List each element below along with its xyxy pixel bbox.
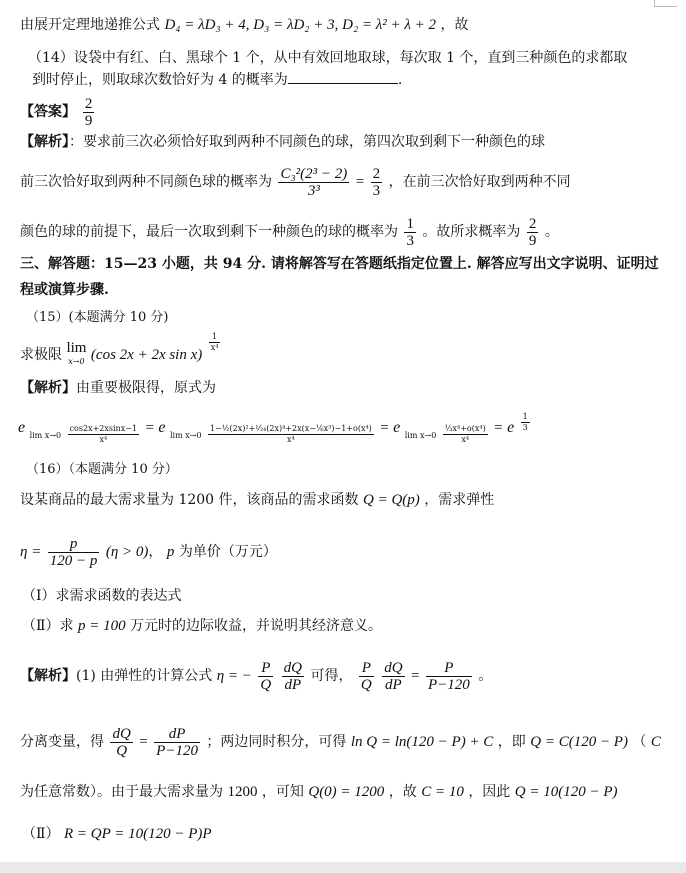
prob2-result: [527, 216, 539, 249]
q16-head: （16）（本题满分 10 分）: [26, 462, 178, 477]
e2-exponent: [170, 412, 376, 458]
prob-line-1: [20, 160, 571, 204]
c-text-a: 为任意常数）。由于最大需求量为: [20, 784, 223, 800]
analysis1-text: ：要求前三次必须恰好取到两种不同颜色的球，第四次取到剩下一种颜色的球: [69, 134, 545, 150]
e4-den: 3: [522, 423, 528, 432]
eta-comma: ，: [148, 544, 163, 560]
prob1-text: 前三次恰好取到两种不同颜色球的概率为: [20, 174, 272, 190]
eq-sign-3: =: [494, 420, 503, 436]
eq-sign-1: =: [145, 420, 154, 436]
eq-sign-2: =: [380, 420, 389, 436]
e3-num: ⅓x⁴+o(x⁴): [444, 423, 486, 433]
prob1-rden: 3: [372, 182, 381, 199]
jx3-f5-num: P: [444, 659, 454, 676]
analysis3-text: (1) 由弹性的计算公式: [76, 668, 213, 684]
c-1200: 1200: [227, 784, 258, 800]
q14-line-1: [28, 48, 627, 68]
prob2-rnum: 2: [528, 215, 537, 232]
q16-ii-text-b: 万元时的边际收益，并说明其经济意义。: [130, 618, 383, 634]
eta-den: 120 − p: [49, 552, 98, 569]
prob2-text: 颜色的球的前提下，最后一次取到剩下一种颜色的球的概率为: [20, 224, 398, 240]
sep-frac-2: [154, 726, 200, 759]
eta-label: η =: [20, 544, 42, 560]
prob1-fraction: [278, 166, 349, 199]
prob1-end: ，在前三次恰好取到两种不同: [388, 174, 571, 190]
recurrence-formula: D₄ = λD₃ + 4, D₃ = λD₂ + 3, D₂ = λ² + λ + 2: [164, 17, 437, 33]
recurrence-end: ，故: [440, 17, 469, 33]
analysis2-line: [20, 378, 216, 398]
e2-lim: lim x→0: [169, 431, 202, 440]
analysis2-label: 【解析】: [20, 380, 76, 396]
q15-exp-den: x⁴: [210, 343, 219, 352]
answer-num: 2: [84, 95, 93, 112]
analysis3-label: 【解析】: [20, 668, 76, 684]
analysis3-line: [20, 654, 492, 698]
q14-text-a: （14）设袋中有红、白、黑球个 1 个，从中有效回地取球，每次取 1 个，直到三种颜色的求都取: [28, 50, 628, 66]
prob2-mid: 。故所求概率为: [422, 224, 521, 240]
recurrence-text: 由展开定理地递推公式: [20, 17, 160, 33]
sep-frac-1: [110, 726, 132, 759]
e1-lim: lim x→0: [29, 431, 62, 440]
analysis2-text: 由重要极限得，原式为: [76, 380, 216, 396]
q15-lim: lim: [66, 340, 87, 356]
e3-exponent: [405, 412, 490, 458]
e3-den: x⁴: [443, 434, 488, 445]
jx3-frac-1: [258, 660, 273, 693]
section3-text: 三、解答题：15—23 小题，共 94 分. 请将解答写在答题纸指定位置上. 解答应写出文字说明、证明过: [20, 256, 659, 272]
c-text-b: ，可知: [261, 784, 304, 800]
e3-lim: lim x→0: [404, 431, 437, 440]
c-value: C = 10: [421, 784, 464, 800]
q16-part-ii: [22, 616, 382, 636]
sep-solution: Q = C(120 − P): [530, 734, 628, 750]
page-corner-mark: [654, 0, 677, 7]
jx3-f3-num: P: [361, 659, 371, 676]
e2-num: 1−½(2x)²+¹⁄₂₄(2x)⁴+2x(x−⅙x³)−1+o(x⁴): [209, 423, 372, 433]
q16-ii-text-a: （Ⅱ）求: [22, 618, 74, 634]
prob2-den: 3: [406, 232, 414, 249]
eta-p: p: [166, 544, 175, 560]
q16-i-text: （Ⅰ）求需求函数的表达式: [22, 588, 182, 604]
sep-text-b: ；两边同时积分，可得: [206, 734, 347, 750]
q15-lim-sub: x→0: [68, 357, 85, 366]
sep-constant: C: [650, 734, 661, 750]
jx3-f4-num: dQ: [384, 659, 403, 676]
answer-den: 9: [84, 112, 93, 129]
e-base-4: e: [507, 419, 515, 436]
prob1-den: 3³: [278, 182, 349, 199]
e-base-1: e: [18, 419, 26, 436]
e2-frac: [208, 424, 374, 445]
q15-heading: [26, 308, 169, 328]
e-base-3: e: [393, 419, 401, 436]
e4-exponent: [521, 412, 530, 433]
q14-line-2: [32, 70, 402, 90]
q14-text-b: 到时停止，则取球次数恰好为 4 的概率为: [32, 72, 288, 88]
prob1-eq: =: [355, 174, 365, 190]
sep-paren: （: [632, 734, 647, 750]
section3-heading: [20, 254, 659, 274]
q15-limit: [66, 342, 86, 368]
eta-condition: (η > 0): [105, 544, 149, 560]
q14-end: .: [397, 72, 403, 88]
e1-den: x⁴: [68, 434, 139, 445]
e4-num: 1: [522, 412, 528, 421]
q15-exponent: [209, 332, 221, 353]
prob1-result: [371, 166, 383, 199]
analysis1-line: [20, 132, 545, 152]
prob2-num: 1: [406, 215, 414, 232]
q15-question: [20, 332, 222, 370]
eta-fraction: [48, 536, 100, 569]
answer-fraction: [83, 96, 95, 129]
part-ii-answer: [22, 824, 212, 844]
elasticity-line: [20, 532, 277, 572]
q15-text: 求极限: [20, 347, 62, 363]
jx3-frac-5: [426, 660, 472, 693]
c-text-d: ，因此: [468, 784, 511, 800]
limit-chain: [18, 406, 532, 458]
ii-label: （Ⅱ）: [22, 826, 60, 842]
q16-part-i: [22, 586, 182, 606]
sep-f2-den: P−120: [156, 742, 198, 759]
q16-heading: [26, 460, 178, 480]
q16-ii-math: p = 100: [77, 618, 126, 634]
e3-frac: [443, 424, 488, 445]
bottom-scroll-bar: [0, 862, 686, 873]
jx3-f5-den: P−120: [427, 676, 470, 693]
eta-num: p: [69, 535, 78, 552]
sep-f1-num: dQ: [112, 725, 131, 742]
jx3-f2-den: dP: [282, 676, 304, 693]
jx3-f1-num: P: [261, 659, 271, 676]
e1-num: cos2x+2xsinx−1: [69, 423, 138, 433]
prob1-num: C₃²(2³ − 2): [280, 165, 348, 182]
sep-f2-num: dP: [168, 725, 186, 742]
jx3-f2-num: dQ: [283, 659, 303, 676]
jx3-frac-2: [282, 660, 304, 693]
e-base-2: e: [158, 419, 166, 436]
recurrence-line: [20, 15, 468, 35]
q15-head: （15）(本题满分 10 分): [26, 310, 169, 325]
q16-demand-fn: Q = Q(p): [362, 492, 420, 508]
sep-eq: =: [139, 734, 148, 750]
jx3-f3-den: Q: [360, 676, 372, 693]
eta-unit: 为单价（万元）: [178, 544, 277, 560]
answer-line: [20, 92, 96, 132]
c-text-c: ，故: [388, 784, 417, 800]
jx3-frac-3: [359, 660, 374, 693]
jx3-eq: =: [411, 668, 420, 684]
prob-line-2: [20, 212, 559, 252]
jx3-mid: 可得，: [310, 668, 353, 684]
e1-frac: [68, 424, 139, 445]
jx3-f4-den: dP: [382, 676, 404, 693]
e2-den: x⁴: [208, 434, 374, 445]
sep-f1-den: Q: [110, 742, 132, 759]
prob1-rnum: 2: [372, 165, 381, 182]
jx3-eta: η = −: [216, 668, 252, 684]
section3-text-b: 程或演算步骤.: [20, 282, 109, 298]
sep-integral: ln Q = ln(120 − P) + C: [350, 734, 494, 750]
prob2-rden: 9: [528, 232, 537, 249]
q16-text-a: 设某商品的最大需求量为 1200 件，该商品的需求函数: [20, 492, 359, 508]
constant-line: [20, 782, 618, 802]
prob2-fraction: [404, 216, 416, 249]
prob2-end: 。: [544, 224, 559, 240]
section3-heading-2: [20, 280, 109, 300]
ii-revenue: R = QP = 10(120 − P)P: [63, 826, 212, 842]
q16-line-1: [20, 490, 494, 510]
jx3-f1-den: Q: [260, 676, 272, 693]
c-demand: Q = 10(120 − P): [514, 784, 618, 800]
jx3-frac-4: [382, 660, 404, 693]
jx3-end: 。: [478, 668, 493, 684]
answer-blank: [288, 71, 398, 84]
c-q0: Q(0) = 1200: [308, 784, 385, 800]
sep-text-c: ，即: [497, 734, 526, 750]
sep-text-a: 分离变量，得: [20, 734, 104, 750]
separation-line: [20, 720, 661, 764]
analysis-label: 【解析】: [20, 134, 69, 150]
e1-exponent: [30, 412, 141, 458]
q15-expr: (cos 2x + 2x sin x): [90, 347, 203, 363]
q16-text-end: ，需求弹性: [424, 492, 495, 508]
answer-label: 【答案】: [20, 104, 76, 120]
q15-exp-num: 1: [212, 332, 218, 341]
